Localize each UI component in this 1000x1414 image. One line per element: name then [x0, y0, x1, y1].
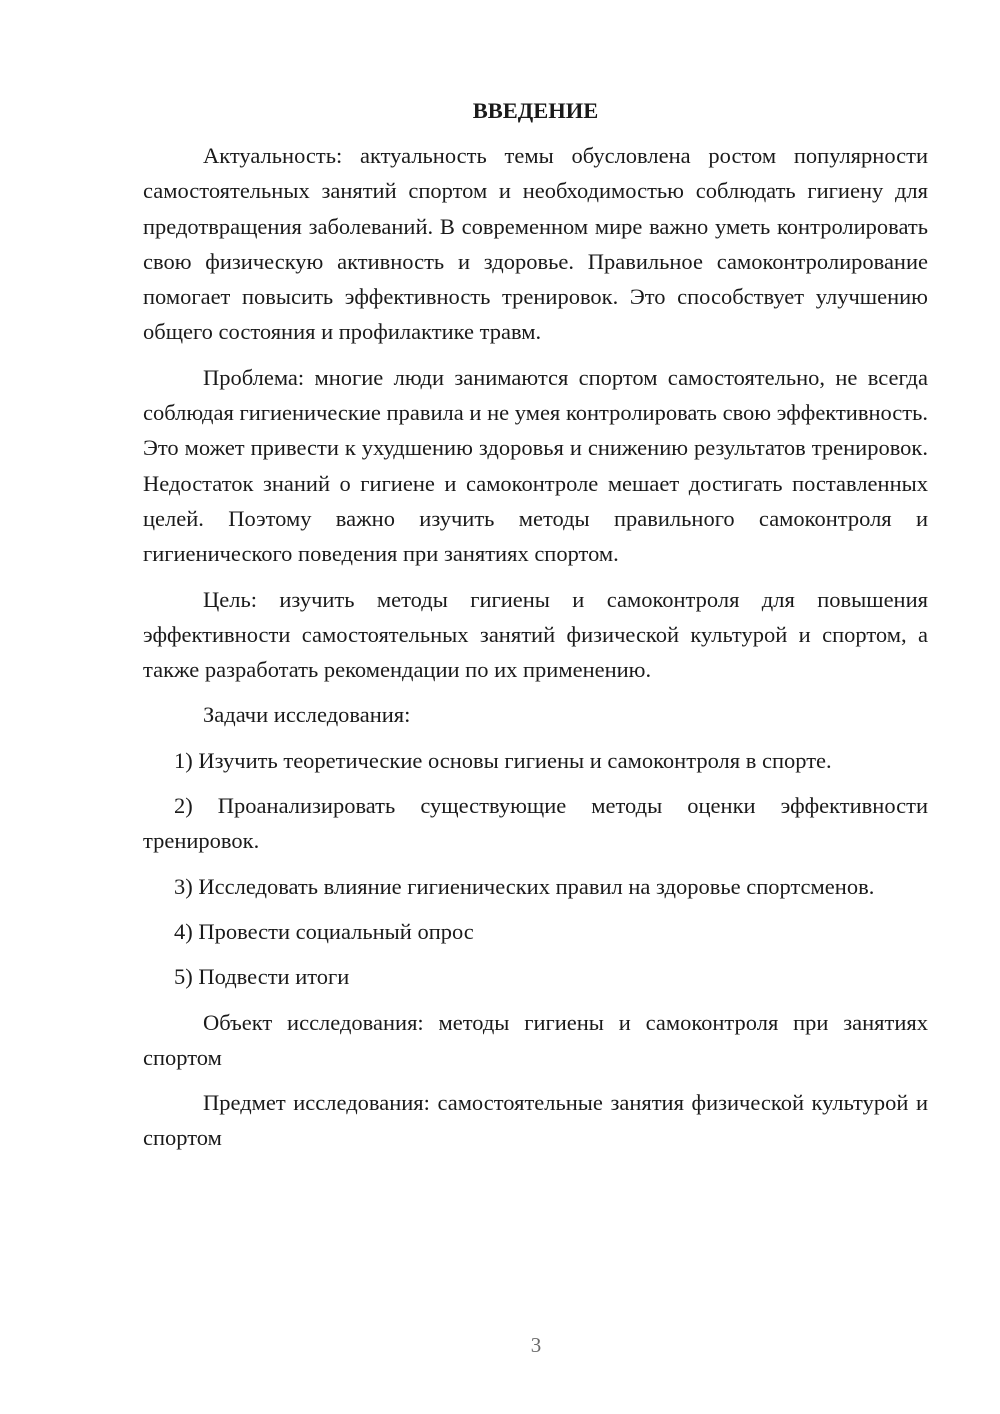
- task-item-4: 4) Провести социальный опрос: [174, 918, 474, 944]
- task-item-3: 3) Исследовать влияние гигиенических правил на здоровье спортсменов.: [174, 873, 875, 899]
- paragraph-subject: Предмет исследования: самостоятельные занятия физической культурой и спортом: [143, 1090, 928, 1151]
- tasks-heading: Задачи исследования:: [203, 702, 411, 728]
- paragraph-problem: Проблема: многие люди занимаются спортом самостоятельно, не всегда соблюдая гигиенические правила и не умея контролировать свою эффективность. Это может привести к ухудшению здоровья и снижению результатов тренировок. Недостаток знаний о гигиене и самоконтроле мешает достигать поставленных целей. Поэтому важно изучить методы правильного самоконтроля и гигиенического поведения при занятиях спортом.: [143, 364, 928, 567]
- task-item-2: 2) Проанализировать существующие методы оценки эффективности тренировок.: [143, 793, 928, 854]
- document-body: [143, 93, 928, 1156]
- task-item-1: 1) Изучить теоретические основы гигиены и самоконтроля в спорте.: [174, 747, 832, 773]
- paragraph-goal: Цель: изучить методы гигиены и самоконтроля для повышения эффективности самостоятельных занятий физической культурой и спортом, а также разработать рекомендации по их применению.: [143, 586, 928, 683]
- page-number: 3: [530, 1333, 542, 1357]
- paragraph-relevance: Актуальность: актуальность темы обусловлена ростом популярности самостоятельных занятий спортом и необходимостью соблюдать гигиену для предотвращения заболеваний. В современном мире важно уметь контролировать свою физическую активность и здоровье. Правильное самоконтролирование помогает повысить эффективность тренировок. Это способствует улучшению общего состояния и профилактике травм.: [143, 143, 928, 345]
- page-title: ВВЕДЕНИЕ: [472, 98, 599, 123]
- task-item-5: 5) Подвести итоги: [174, 964, 350, 990]
- paragraph-object: Объект исследования: методы гигиены и самоконтроля при занятиях спортом: [143, 1009, 928, 1070]
